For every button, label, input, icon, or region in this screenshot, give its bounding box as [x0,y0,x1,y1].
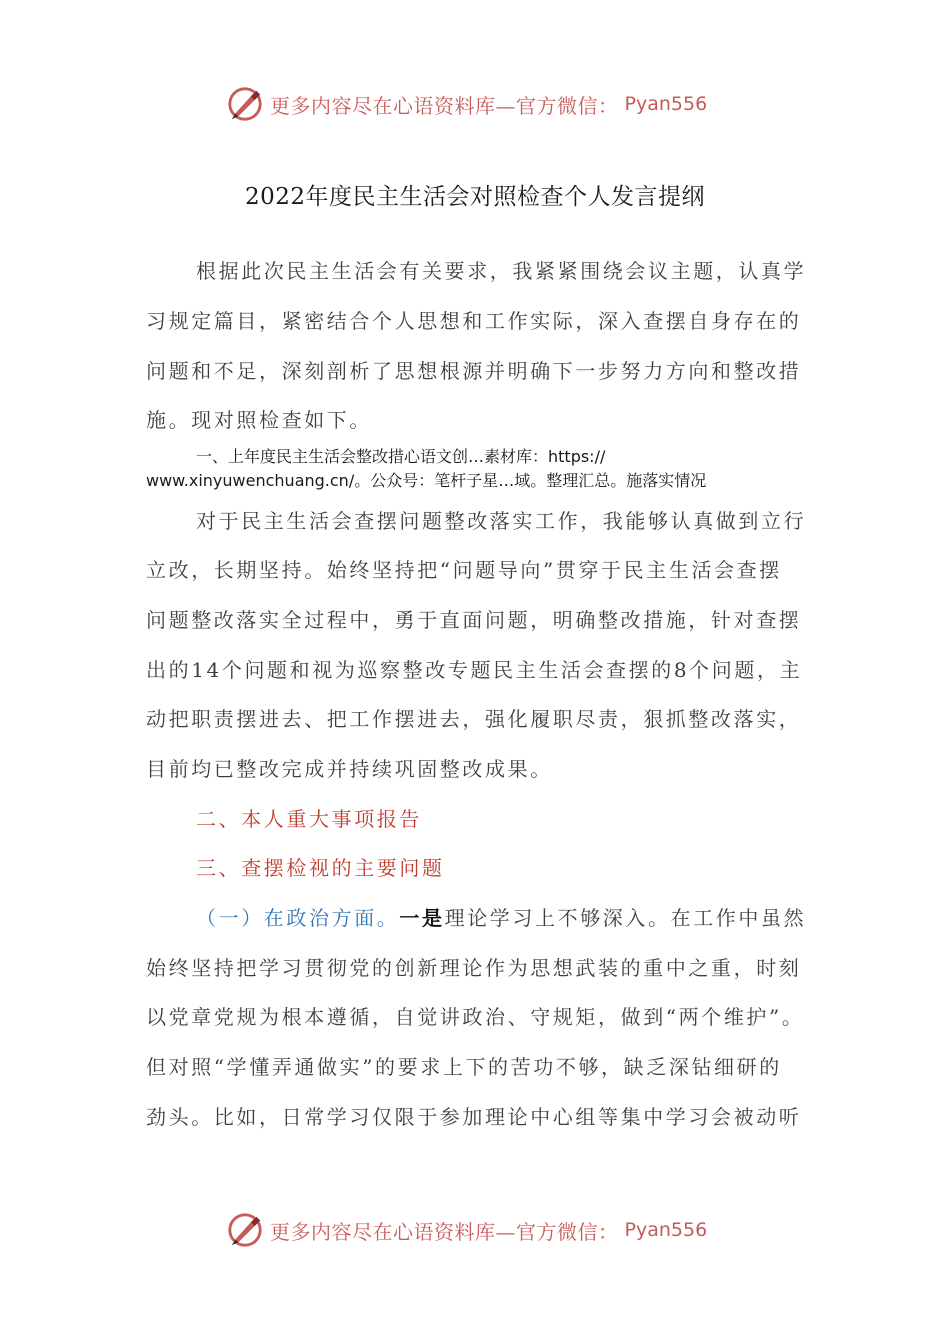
body-line: 问题和不足，深刻剖析了思想根源并明确下一步努力方向和整改措 [146,359,802,383]
section-heading-2: 二、本人重大事项报告 [196,807,422,831]
header-watermark [226,82,707,126]
point-text: 理论学习上不够深入。在工作中虽然 [444,906,807,930]
subsection-heading: （一）在政治方面。 [196,906,400,930]
body-line: 立改，长期坚持。始终坚持把“问题导向”贯穿于民主生活会查摆 [146,558,782,582]
body-line: 动把职责摆进去、把工作摆进去，强化履职尽责，狠抓整改落实， [146,707,802,731]
wechat-id: Pyan556 [624,1219,708,1241]
body-line: 但对照“学懂弄通做实”的要求上下的苦功不够，缺乏深钻细研的 [146,1055,782,1079]
pen-logo-icon [226,1211,264,1249]
wechat-id: Pyan556 [624,93,708,115]
section-heading-3: 三、查摆检视的主要问题 [196,856,445,880]
body-line: 目前均已整改完成并持续巩固整改成果。 [146,757,553,781]
body-line: 出的14个问题和视为巡察整改专题民主生活会查摆的8个问题，主 [146,658,803,682]
section-heading-1: 一、上年度民主生活会整改措心语文创…素材库：https:// [196,447,606,466]
body-line: 施。现对照检查如下。 [146,408,372,432]
body-line: 对于民主生活会查摆问题整改落实工作，我能够认真做到立行 [196,509,807,533]
footer-watermark [226,1208,707,1252]
body-line: 始终坚持把学习贯彻党的创新理论作为思想武装的重中之重，时刻 [146,956,802,980]
point-marker: 一是 [399,906,445,930]
watermark-text: 更多内容尽在心语资料库—官方微信： [270,1219,619,1244]
body-line: 以党章党规为根本遵循，自觉讲政治、守规矩，做到“两个维护”。 [146,1005,805,1029]
body-line: 习规定篇目，紧密结合个人思想和工作实际，深入查摆自身存在的 [146,309,802,333]
body-line: 问题整改落实全过程中，勇于直面问题，明确整改措施，针对查摆 [146,608,802,632]
watermark-text: 更多内容尽在心语资料库—官方微信： [270,93,619,118]
body-line: 劲头。比如，日常学习仅限于参加理论中心组等集中学习会被动听 [146,1105,802,1129]
section-heading-1-cont: www.xinyuwenchuang.cn/。公众号：笔杆子星…域。整理汇总。施落实情况 [146,471,707,490]
document-title: 2022年度民主生活会对照检查个人发言提纲 [244,184,706,210]
pen-logo-icon [226,85,264,123]
body-line: 根据此次民主生活会有关要求，我紧紧围绕会议主题，认真学 [196,259,807,283]
subsection-line [196,904,806,932]
